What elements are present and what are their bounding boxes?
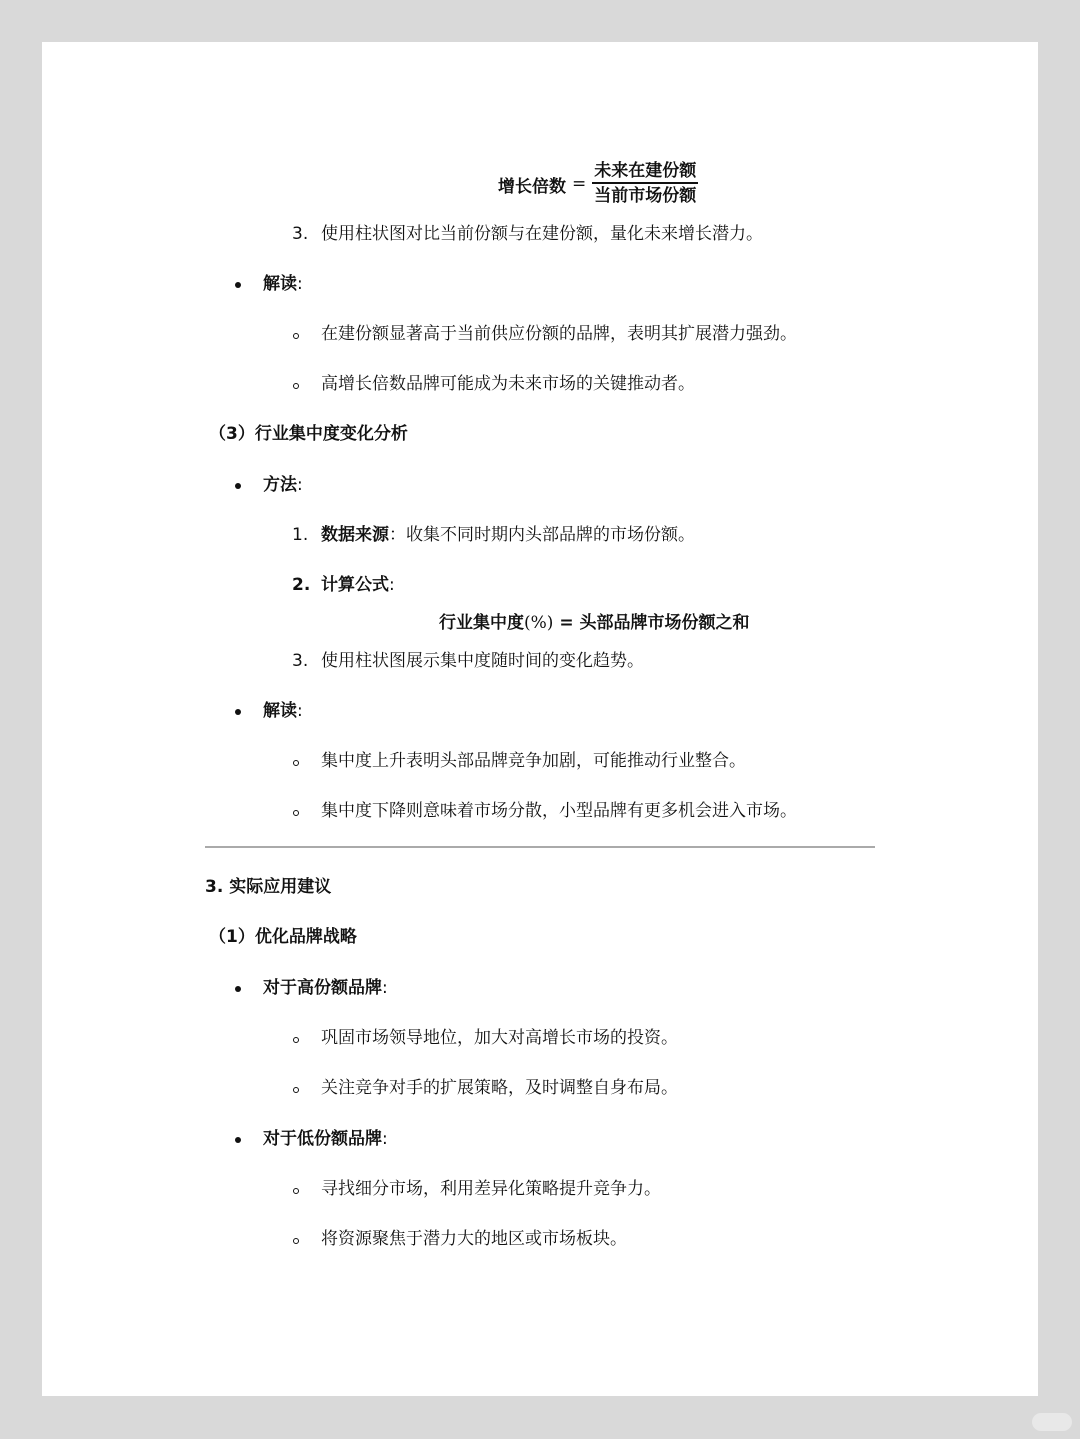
formula-equals: = <box>572 174 587 194</box>
hollow-bullet-icon <box>293 760 299 766</box>
interpretation-label-row <box>263 699 303 723</box>
list-item-text <box>321 573 395 597</box>
formula-lhs: 增长倍数 <box>498 176 566 197</box>
document-page <box>42 42 1038 1396</box>
bullet-icon <box>235 282 241 288</box>
label-colon: : <box>297 475 303 495</box>
hollow-bullet-icon <box>293 1087 299 1093</box>
bullet-icon <box>235 986 241 992</box>
high-share-label-row <box>263 976 388 1000</box>
label-colon: : <box>297 701 303 721</box>
horizontal-divider <box>205 846 875 848</box>
list-item-text: 使用柱状图展示集中度随时间的变化趋势。 <box>321 651 644 671</box>
formula-lhs: 行业集中度 <box>439 613 524 633</box>
growth-multiple-formula <box>498 160 698 208</box>
formula-percent: (%) <box>524 613 554 633</box>
interpretation-label: 解读 <box>263 701 297 721</box>
concentration-formula <box>439 611 750 635</box>
formula-label: 计算公式 <box>321 575 389 595</box>
formula-numerator: 未来在建份额 <box>594 161 697 181</box>
label-colon: : <box>382 978 388 998</box>
hollow-bullet-icon <box>293 1238 299 1244</box>
section-heading: （3）行业集中度变化分析 <box>209 424 408 444</box>
hollow-bullet-icon <box>293 810 299 816</box>
method-label-row <box>263 473 303 497</box>
list-number: 3. <box>292 651 309 671</box>
label-colon: : <box>382 1129 388 1149</box>
formula-rhs: = 头部品牌市场份额之和 <box>553 613 750 633</box>
list-item-text: 将资源聚焦于潜力大的地区或市场板块。 <box>321 1229 627 1249</box>
list-item-text: 关注竞争对手的扩展策略，及时调整自身布局。 <box>321 1078 678 1098</box>
high-share-label: 对于高份额品牌 <box>263 978 382 998</box>
low-share-label: 对于低份额品牌 <box>263 1129 382 1149</box>
label-colon: : <box>389 575 395 595</box>
interpretation-label: 解读 <box>263 274 297 294</box>
list-item-text: 集中度上升表明头部品牌竞争加剧，可能推动行业整合。 <box>321 751 746 771</box>
list-item-text: 集中度下降则意味着市场分散，小型品牌有更多机会进入市场。 <box>321 801 797 821</box>
method-label: 方法 <box>263 475 297 495</box>
watermark-badge <box>1032 1413 1072 1431</box>
list-number: 2. <box>292 575 311 595</box>
list-item-text: 高增长倍数品牌可能成为未来市场的关键推动者。 <box>321 374 695 394</box>
section-heading: （1）优化品牌战略 <box>209 927 357 947</box>
list-item-text <box>321 523 695 547</box>
data-source-text: ：收集不同时期内头部品牌的市场份额。 <box>389 525 695 545</box>
hollow-bullet-icon <box>293 1037 299 1043</box>
list-item-text: 使用柱状图对比当前份额与在建份额，量化未来增长潜力。 <box>321 224 763 244</box>
hollow-bullet-icon <box>293 333 299 339</box>
interpretation-label-row <box>263 272 303 296</box>
list-item-text: 寻找细分市场，利用差异化策略提升竞争力。 <box>321 1179 661 1199</box>
list-item-text: 巩固市场领导地位，加大对高增长市场的投资。 <box>321 1028 678 1048</box>
bullet-icon <box>235 1137 241 1143</box>
formula-fraction <box>592 160 698 208</box>
hollow-bullet-icon <box>293 383 299 389</box>
part-heading: 3. 实际应用建议 <box>205 877 332 897</box>
bullet-icon <box>235 483 241 489</box>
data-source-label: 数据来源 <box>321 525 389 545</box>
bullet-icon <box>235 709 241 715</box>
hollow-bullet-icon <box>293 1188 299 1194</box>
list-item-text: 在建份额显著高于当前供应份额的品牌，表明其扩展潜力强劲。 <box>321 324 797 344</box>
low-share-label-row <box>263 1127 388 1151</box>
label-colon: : <box>297 274 303 294</box>
list-number: 3. <box>292 224 309 244</box>
formula-denominator: 当前市场份额 <box>594 186 697 206</box>
list-number: 1. <box>292 525 309 545</box>
